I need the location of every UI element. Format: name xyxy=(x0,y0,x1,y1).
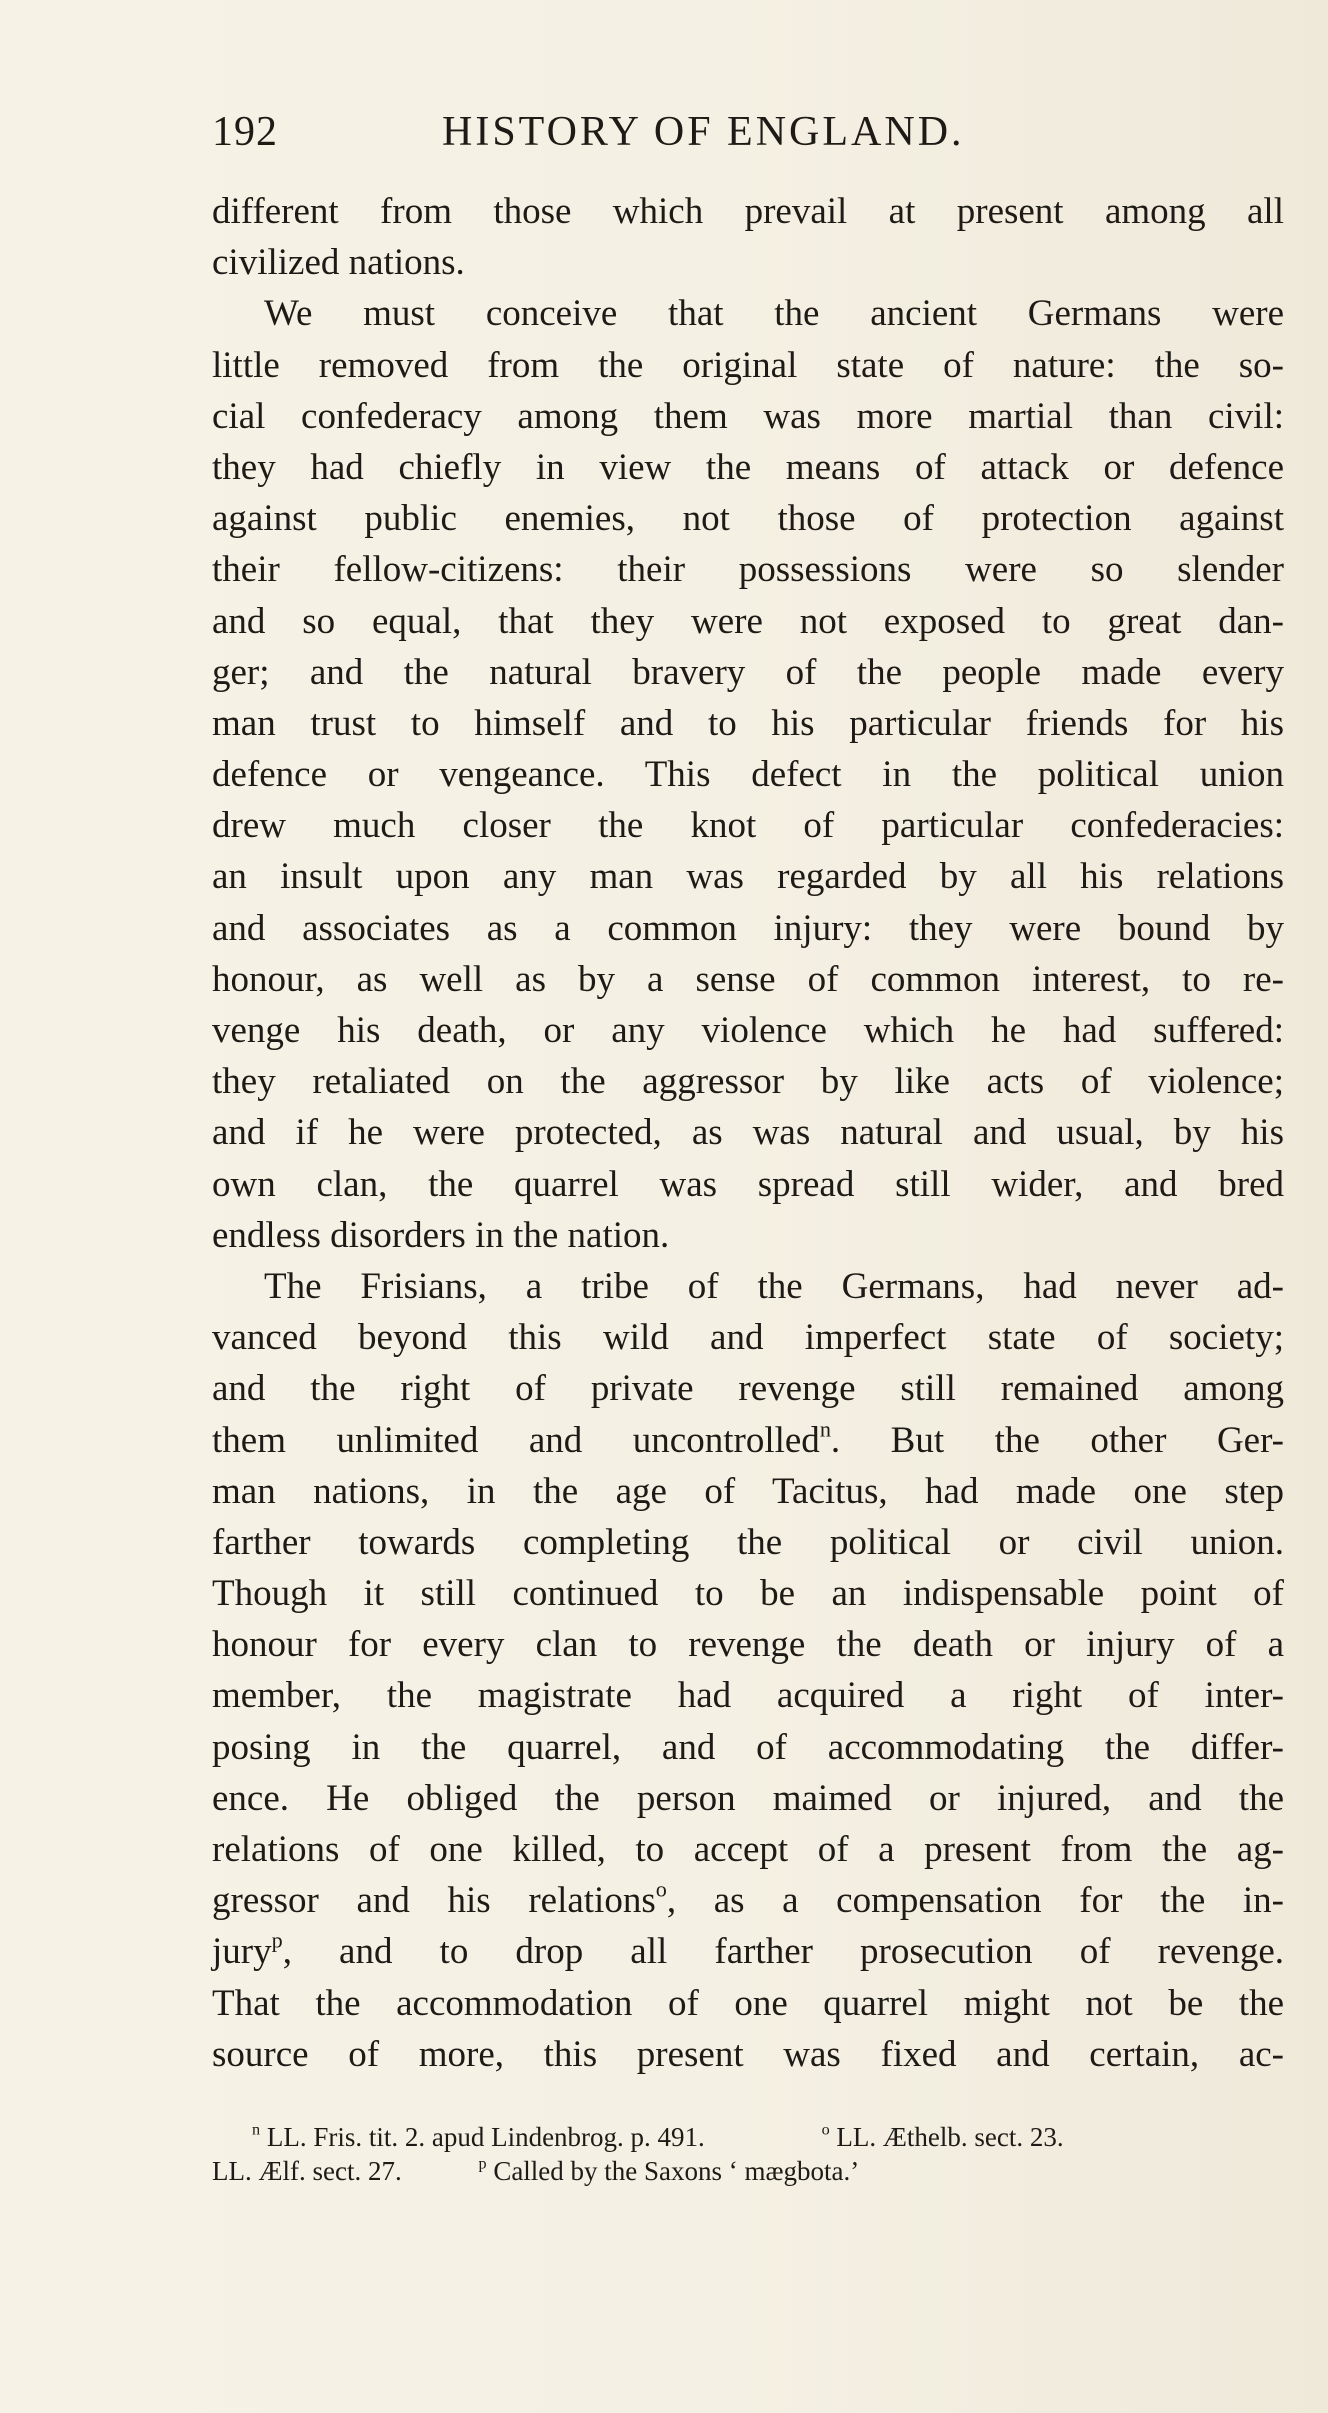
text-segment: them unlimited and uncontrolled xyxy=(212,1419,820,1461)
paragraph-start: We must conceive that the ancient Germans were xyxy=(264,293,1284,335)
footnote-mark-p: p xyxy=(478,2154,487,2173)
text-line: man nations, in the age of Tacitus, had made one step xyxy=(212,1470,1284,1512)
text-line-with-note xyxy=(212,1926,1284,1977)
text-line: and associates as a common injury: they were bound by xyxy=(212,907,1284,949)
text-line: and if he were protected, as was natural and usual, by his xyxy=(212,1112,1284,1154)
text-line: That the accommodation of one quarrel might not be the xyxy=(212,1982,1284,2024)
footnote-ref-o[interactable]: o xyxy=(655,1876,667,1902)
text-line: source of more, this present was fixed and certain, ac- xyxy=(212,2033,1284,2075)
footnote-ref-n[interactable]: n xyxy=(819,1415,831,1441)
paragraph-start: The Frisians, a tribe of the Germans, had never ad- xyxy=(264,1265,1284,1307)
footnote-mark-n: n xyxy=(252,2120,261,2139)
text-line: they had chiefly in view the means of attack or defence xyxy=(212,446,1284,488)
text-line: own clan, the quarrel was spread still wider, and bred xyxy=(212,1163,1284,1205)
text-line: their fellow-citizens: their possessions were so slender xyxy=(212,549,1284,591)
text-line: drew much closer the knot of particular confederacies: xyxy=(212,805,1284,847)
footnote-n-text: LL. Fris. tit. 2. apud Lindenbrog. p. 491. xyxy=(266,2122,705,2152)
footnote-line xyxy=(212,2154,1284,2188)
text-segment: jury xyxy=(212,1931,272,1973)
text-segment: , and to drop all farther prosecution of revenge. xyxy=(282,1931,1284,1973)
text-line: relations of one killed, to accept of a present from the ag- xyxy=(212,1829,1284,1870)
text-line: little removed from the original state of nature: the so- xyxy=(212,344,1284,386)
text-line: venge his death, or any violence which he had suffered: xyxy=(212,1010,1284,1051)
text-line: honour for every clan to revenge the death or injury of a xyxy=(212,1624,1284,1666)
text-line-with-note xyxy=(212,1415,1284,1466)
text-line: ence. He obliged the person maimed or injured, and the xyxy=(212,1777,1284,1819)
footnote-p-text: Called by the Saxons ‘ mægbota.’ xyxy=(493,2156,860,2186)
footnote-ref-p[interactable]: p xyxy=(271,1927,283,1953)
page-header xyxy=(212,108,1032,168)
text-line: different from those which prevail at present among all xyxy=(212,191,1284,232)
text-line: endless disorders in the nation. xyxy=(212,1214,670,1256)
text-line: and the right of private revenge still remained among xyxy=(212,1368,1284,1410)
text-segment: gressor and his relations xyxy=(212,1880,656,1922)
text-line: Though it still continued to be an indispensable point of xyxy=(212,1573,1284,1615)
text-segment: , as a compensation for the in- xyxy=(666,1880,1284,1922)
text-line: posing in the quarrel, and of accommodating the differ- xyxy=(212,1726,1284,1768)
text-line-with-note xyxy=(212,1875,1284,1926)
text-line: ger; and the natural bravery of the people made every xyxy=(212,651,1284,693)
body-text xyxy=(212,186,1284,2080)
text-line: an insult upon any man was regarded by all his relations xyxy=(212,856,1284,898)
footnote-mark-o: o xyxy=(821,2120,830,2139)
text-line: vanced beyond this wild and imperfect state of society; xyxy=(212,1317,1284,1359)
text-line: against public enemies, not those of protection against xyxy=(212,498,1284,540)
text-line: defence or vengeance. This defect in the political union xyxy=(212,754,1284,796)
footnote-o-text: LL. Æthelb. sect. 23. xyxy=(836,2122,1064,2152)
text-line: honour, as well as by a sense of common interest, to re- xyxy=(212,958,1284,1000)
text-line: man trust to himself and to his particular friends for his xyxy=(212,702,1284,744)
footnotes xyxy=(212,2120,1284,2188)
footnote-o-continuation: LL. Ælf. sect. 27. xyxy=(212,2156,402,2186)
text-line: and so equal, that they were not exposed to great dan- xyxy=(212,600,1284,642)
running-head: HISTORY OF ENGLAND. xyxy=(442,109,965,155)
text-line: cial confederacy among them was more martial than civil: xyxy=(212,395,1284,437)
text-segment: . But the other Ger- xyxy=(830,1419,1284,1461)
text-line: civilized nations. xyxy=(212,242,465,284)
page-number: 192 xyxy=(212,109,278,155)
footnote-line xyxy=(212,2120,1284,2154)
text-line: member, the magistrate had acquired a right of inter- xyxy=(212,1675,1284,1717)
text-line: farther towards completing the political or civil union. xyxy=(212,1521,1284,1563)
text-line: they retaliated on the aggressor by like acts of violence; xyxy=(212,1061,1284,1103)
